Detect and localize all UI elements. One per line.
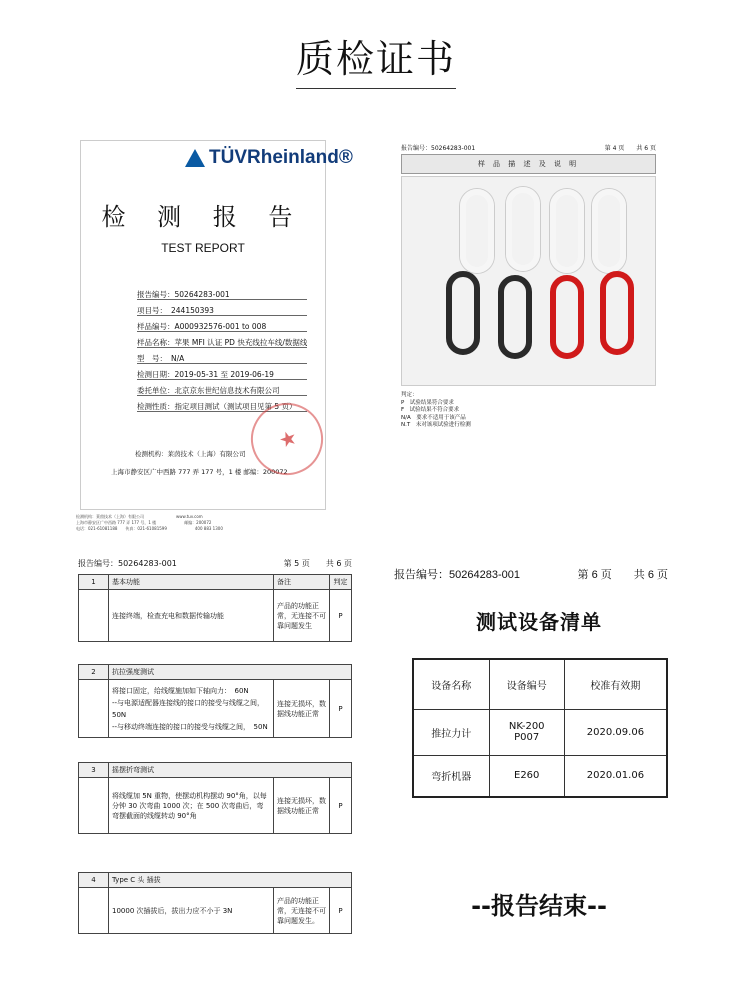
table-row: 推拉力计 NK-200 P007 2020.09.06	[413, 709, 667, 755]
test-section-2: 2 抗拉强度测试 将接口固定，给线缆施加如下轴向力： 60N --与电源适配器连接线的接口的接受与线缆之间，50N --与移动终端连接的接口的接受与线缆之间， 50N 连接无损坏，数据线功能正常 P	[78, 664, 352, 738]
section-title-bar: 样 品 描 述 及 说 明	[401, 154, 656, 174]
cover-footer: 检测机构：莱茵技术（上海）有限公司 www.tuv.com 上海市静安区广中西路 777 弄 177 号，1 楼 邮编：200072 电话：021-61081188 传真：021-61081599 400 883 1300	[76, 514, 223, 531]
field-client: 委托单位：北京京东世纪信息技术有限公司	[137, 385, 307, 396]
table-header-row: 设备名称 设备编号 校准有效期	[413, 659, 667, 709]
test-items-page	[78, 556, 352, 946]
sample-description-page	[395, 140, 660, 428]
black-cable-1	[446, 271, 480, 355]
test-section-3: 3 摇摆折弯测试 将线缆加 5N 重物，使摆动机构摆动 90°角，以每分钟 30 次弯曲 1000 次；在 500 次弯曲后，弯弯摆截面的线缆转动 90°角 连接无损坏，数据线功能正常 P	[78, 762, 352, 834]
white-cable-1	[460, 189, 494, 273]
test-section-1: 1 基本功能 备注 判定 连接终端，检查充电和数据传输功能 产品的功能正常，无连接不可靠问题发生 P	[78, 574, 352, 642]
tuv-brand-text: TÜVRheinland®	[209, 147, 353, 168]
equipment-list-page	[394, 560, 684, 940]
sample-photo	[401, 176, 656, 386]
report-title-cn: 检 测 报 告	[101, 203, 305, 231]
agency-address: 上海市静安区广中西路 777 弄 177 号，1 楼 邮编：200072	[111, 468, 288, 476]
red-cable-1	[550, 275, 584, 359]
page-title-block	[296, 32, 456, 89]
field-project-no: 项目号： 244150393	[137, 305, 307, 316]
title-underline	[296, 88, 456, 89]
verdict-legend: 判定： P 试验结果符合要求 F 试验结果不符合要求 N/A 要求不适用于该产品 N.T 未对该项试验进行检测	[401, 392, 471, 428]
tuv-triangle-icon	[185, 149, 205, 167]
white-cable-2	[506, 187, 540, 271]
tuv-logo	[185, 147, 353, 169]
field-sample-no: 样品编号：A000932576-001 to 008	[137, 321, 307, 332]
red-cable-2	[600, 271, 634, 355]
report-title-en: TEST REPORT	[161, 241, 245, 255]
page-title: 质检证书	[296, 37, 457, 81]
field-sample-name: 样品名称：苹果 MFI 认证 PD 快充线拉车线/数据线	[137, 338, 307, 347]
white-cable-4	[592, 189, 626, 273]
black-cable-2	[498, 275, 532, 359]
equipment-table	[412, 658, 668, 798]
report-end-text: --报告结束--	[471, 892, 607, 920]
equipment-list-title: 测试设备清单	[476, 610, 602, 634]
table-row: 弯折机器 E260 2020.01.06	[413, 755, 667, 797]
white-cable-3	[550, 189, 584, 273]
page-header: 报告编号：50264283-001 第 4 页 共 6 页	[401, 145, 656, 152]
page-header: 报告编号：50264283-001 第 6 页 共 6 页	[394, 569, 668, 581]
test-section-4: 4 Type C 头 插拔 10000 次插拔后，拔出力应不小于 3N 产品的功能正常，无连接不可靠问题发生。 P	[78, 872, 352, 934]
field-test-nature: 检测性质：指定项目测试（测试项目见第 5 页）	[137, 401, 307, 412]
field-report-no: 报告编号：50264283-001	[137, 289, 307, 300]
testing-agency: 检测机构：莱茵技术（上海）有限公司	[135, 450, 246, 458]
field-model: 型 号： N/A	[137, 353, 307, 364]
page-header: 报告编号：50264283-001 第 5 页 共 6 页	[78, 559, 352, 568]
field-test-date: 检测日期：2019-05-31 至 2019-06-19	[137, 369, 307, 380]
report-cover-page	[80, 140, 353, 510]
